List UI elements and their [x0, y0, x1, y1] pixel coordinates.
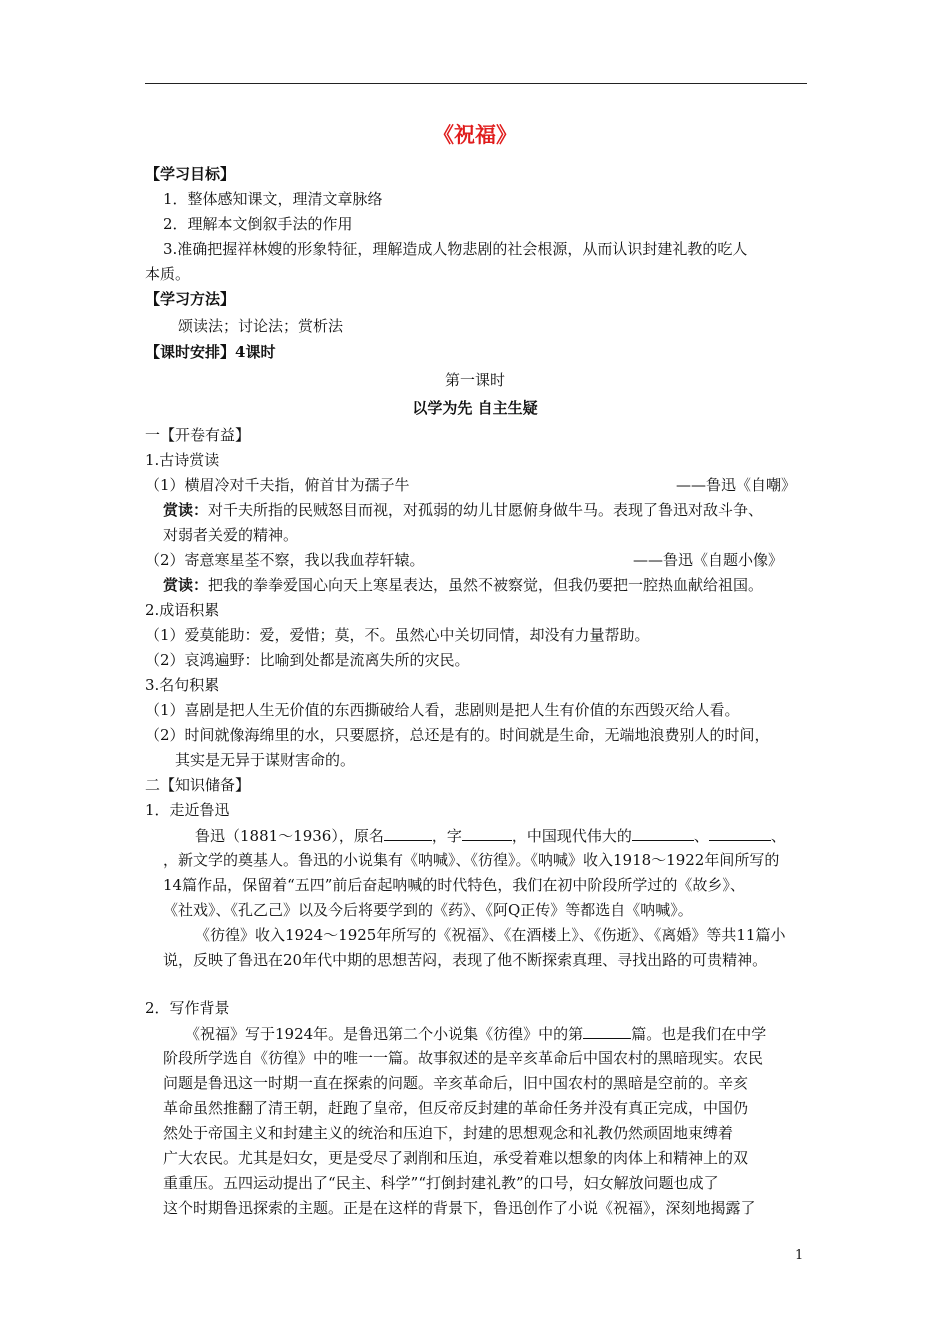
background-line-7: 重重压。五四运动提出了“民主、科学”“打倒封建礼教”的口号，妇女解放问题也成了	[163, 1174, 719, 1192]
background-text-a: 《祝福》写于1924年。是鲁迅第二个小说集《彷徨》中的第	[185, 1025, 584, 1043]
quote-1: （1）喜剧是把人生无价值的东西撕破给人看，悲剧则是把人生有价值的东西毁灭给人看。	[145, 701, 740, 719]
poem-2: （2）寄意寒星荃不察，我以我血荐轩辕。	[145, 551, 425, 569]
lesson-name: 第一课时	[444, 371, 505, 389]
fill-blank-role-2[interactable]	[709, 826, 771, 841]
quote-2-line-1: （2）时间就像海绵里的水，只要愿挤，总还是有的。时间就是生命，无端地浪费别人的时间，	[145, 726, 770, 744]
background-text-b: 篇。也是我们在中学	[631, 1025, 767, 1043]
schedule-header: 【课时安排】4课时	[145, 343, 276, 361]
idiom-2: （2）哀鸿遍野：比喻到处都是流离失所的灾民。	[145, 651, 470, 669]
lesson-subtitle: 以学为先 自主生疑	[412, 399, 538, 417]
luxun-para-line-4: 《社戏》、《孔乙己》以及今后将要学到的《药》、《阿Q正传》等都选自《呐喊》。	[163, 901, 693, 919]
header-rule	[145, 83, 807, 84]
note-1-label: 赏读：	[163, 501, 209, 519]
background-line-5: 然处于帝国主义和封建主义的统治和压迫下，封建的思想观念和礼教仍然顽固地束缚着	[163, 1124, 734, 1142]
note-2-text: 把我的拳拳爱国心向天上寒星表达，虽然不被察觉，但我仍要把一腔热血献给祖国。	[208, 576, 764, 594]
goal-item-1: 1．整体感知课文，理清文章脉络	[163, 190, 383, 208]
sub-heading-luxun: 1．走近鲁迅	[145, 801, 230, 819]
poem-1: （1）横眉冷对千夫指，俯首甘为孺子牛	[145, 476, 410, 494]
luxun-para-line-6: 说，反映了鲁迅在20年代中期的思想苦闷，表现了他不断探索真理、寻找出路的可贵精神。	[163, 951, 768, 969]
background-line-2: 阶段所学选自《彷徨》中的唯一一篇。故事叙述的是辛亥革命后中国农村的黑暗现实。农民	[163, 1049, 764, 1067]
section2-header: 二【知识储备】	[145, 776, 251, 794]
poetry-header: 1.古诗赏读	[145, 451, 220, 469]
methods-text: 颂读法；讨论法；赏析法	[178, 317, 344, 335]
sub-heading-background: 2．写作背景	[145, 999, 230, 1017]
fill-blank-story-order[interactable]	[583, 1024, 631, 1039]
fill-blank-courtesy-name[interactable]	[462, 826, 512, 841]
note-2-line	[163, 576, 763, 594]
fill-blank-original-name[interactable]	[384, 826, 432, 841]
luxun-text-e: 、	[770, 827, 786, 845]
note-1-line-2: 对弱者关爱的精神。	[163, 526, 299, 544]
idiom-header: 2.成语积累	[145, 601, 220, 619]
document-title: 《祝福》	[433, 122, 517, 147]
note-2-label: 赏读：	[163, 576, 209, 594]
fill-blank-role-1[interactable]	[632, 826, 694, 841]
quote-header: 3.名句积累	[145, 676, 220, 694]
background-line-3: 问题是鲁迅这一时期一直在探索的问题。辛亥革命后，旧中国农村的黑暗是空前的。辛亥	[163, 1074, 749, 1092]
background-line-8: 这个时期鲁迅探索的主题。正是在这样的背景下，鲁迅创作了小说《祝福》，深刻地揭露了	[163, 1199, 756, 1217]
goal-item-3-cont: 本质。	[145, 265, 191, 283]
luxun-para-line-2: ，新文学的奠基人。鲁迅的小说集有《呐喊》、《彷徨》。《呐喊》收入1918～1922年间所写的	[163, 851, 780, 869]
page-number: 1	[795, 1248, 804, 1263]
luxun-text-c: ，中国现代伟大的	[511, 827, 632, 845]
luxun-text-d: 、	[693, 827, 709, 845]
poem-1-source: ——鲁迅《自嘲》	[676, 476, 797, 494]
poem-2-source: ——鲁迅《自题小像》	[633, 551, 784, 569]
goal-item-3: 3.准确把握祥林嫂的形象特征，理解造成人物悲剧的社会根源，从而认识封建礼教的吃人	[163, 240, 748, 258]
note-1-text: 对千夫所指的民贼怒目而视，对孤弱的幼儿甘愿俯身做牛马。表现了鲁迅对敌斗争、	[208, 501, 764, 519]
luxun-text-a: 鲁迅（1881～1936），原名	[195, 827, 384, 845]
background-line-6: 广大农民。尤其是妇女，更是受尽了剥削和压迫，承受着难以想象的肉体上和精神上的双	[163, 1149, 749, 1167]
luxun-para-line-5: 《彷徨》收入1924～1925年所写的《祝福》、《在酒楼上》、《伤逝》、《离婚》等共11篇小	[195, 926, 786, 944]
quote-2-line-2: 其实是无异于谋财害命的。	[175, 751, 356, 769]
background-line-1	[185, 1024, 766, 1043]
luxun-para-line-3: 14篇作品，保留着“五四”前后奋起呐喊的时代特色，我们在初中阶段所学过的《故乡》、	[163, 876, 745, 894]
methods-header: 【学习方法】	[145, 290, 236, 308]
luxun-para-line-1	[195, 826, 786, 845]
note-1-line-1	[163, 501, 763, 519]
section1-header: 一【开卷有益】	[145, 426, 251, 444]
background-line-4: 革命虽然推翻了清王朝，赶跑了皇帝，但反帝反封建的革命任务并没有真正完成，中国仍	[163, 1099, 749, 1117]
goal-item-2: 2．理解本文倒叙手法的作用	[163, 215, 353, 233]
idiom-1: （1）爱莫能助：爱，爱惜；莫，不。虽然心中关切同情，却没有力量帮助。	[145, 626, 650, 644]
goals-header: 【学习目标】	[145, 165, 236, 183]
luxun-text-b: ，字	[431, 827, 462, 845]
